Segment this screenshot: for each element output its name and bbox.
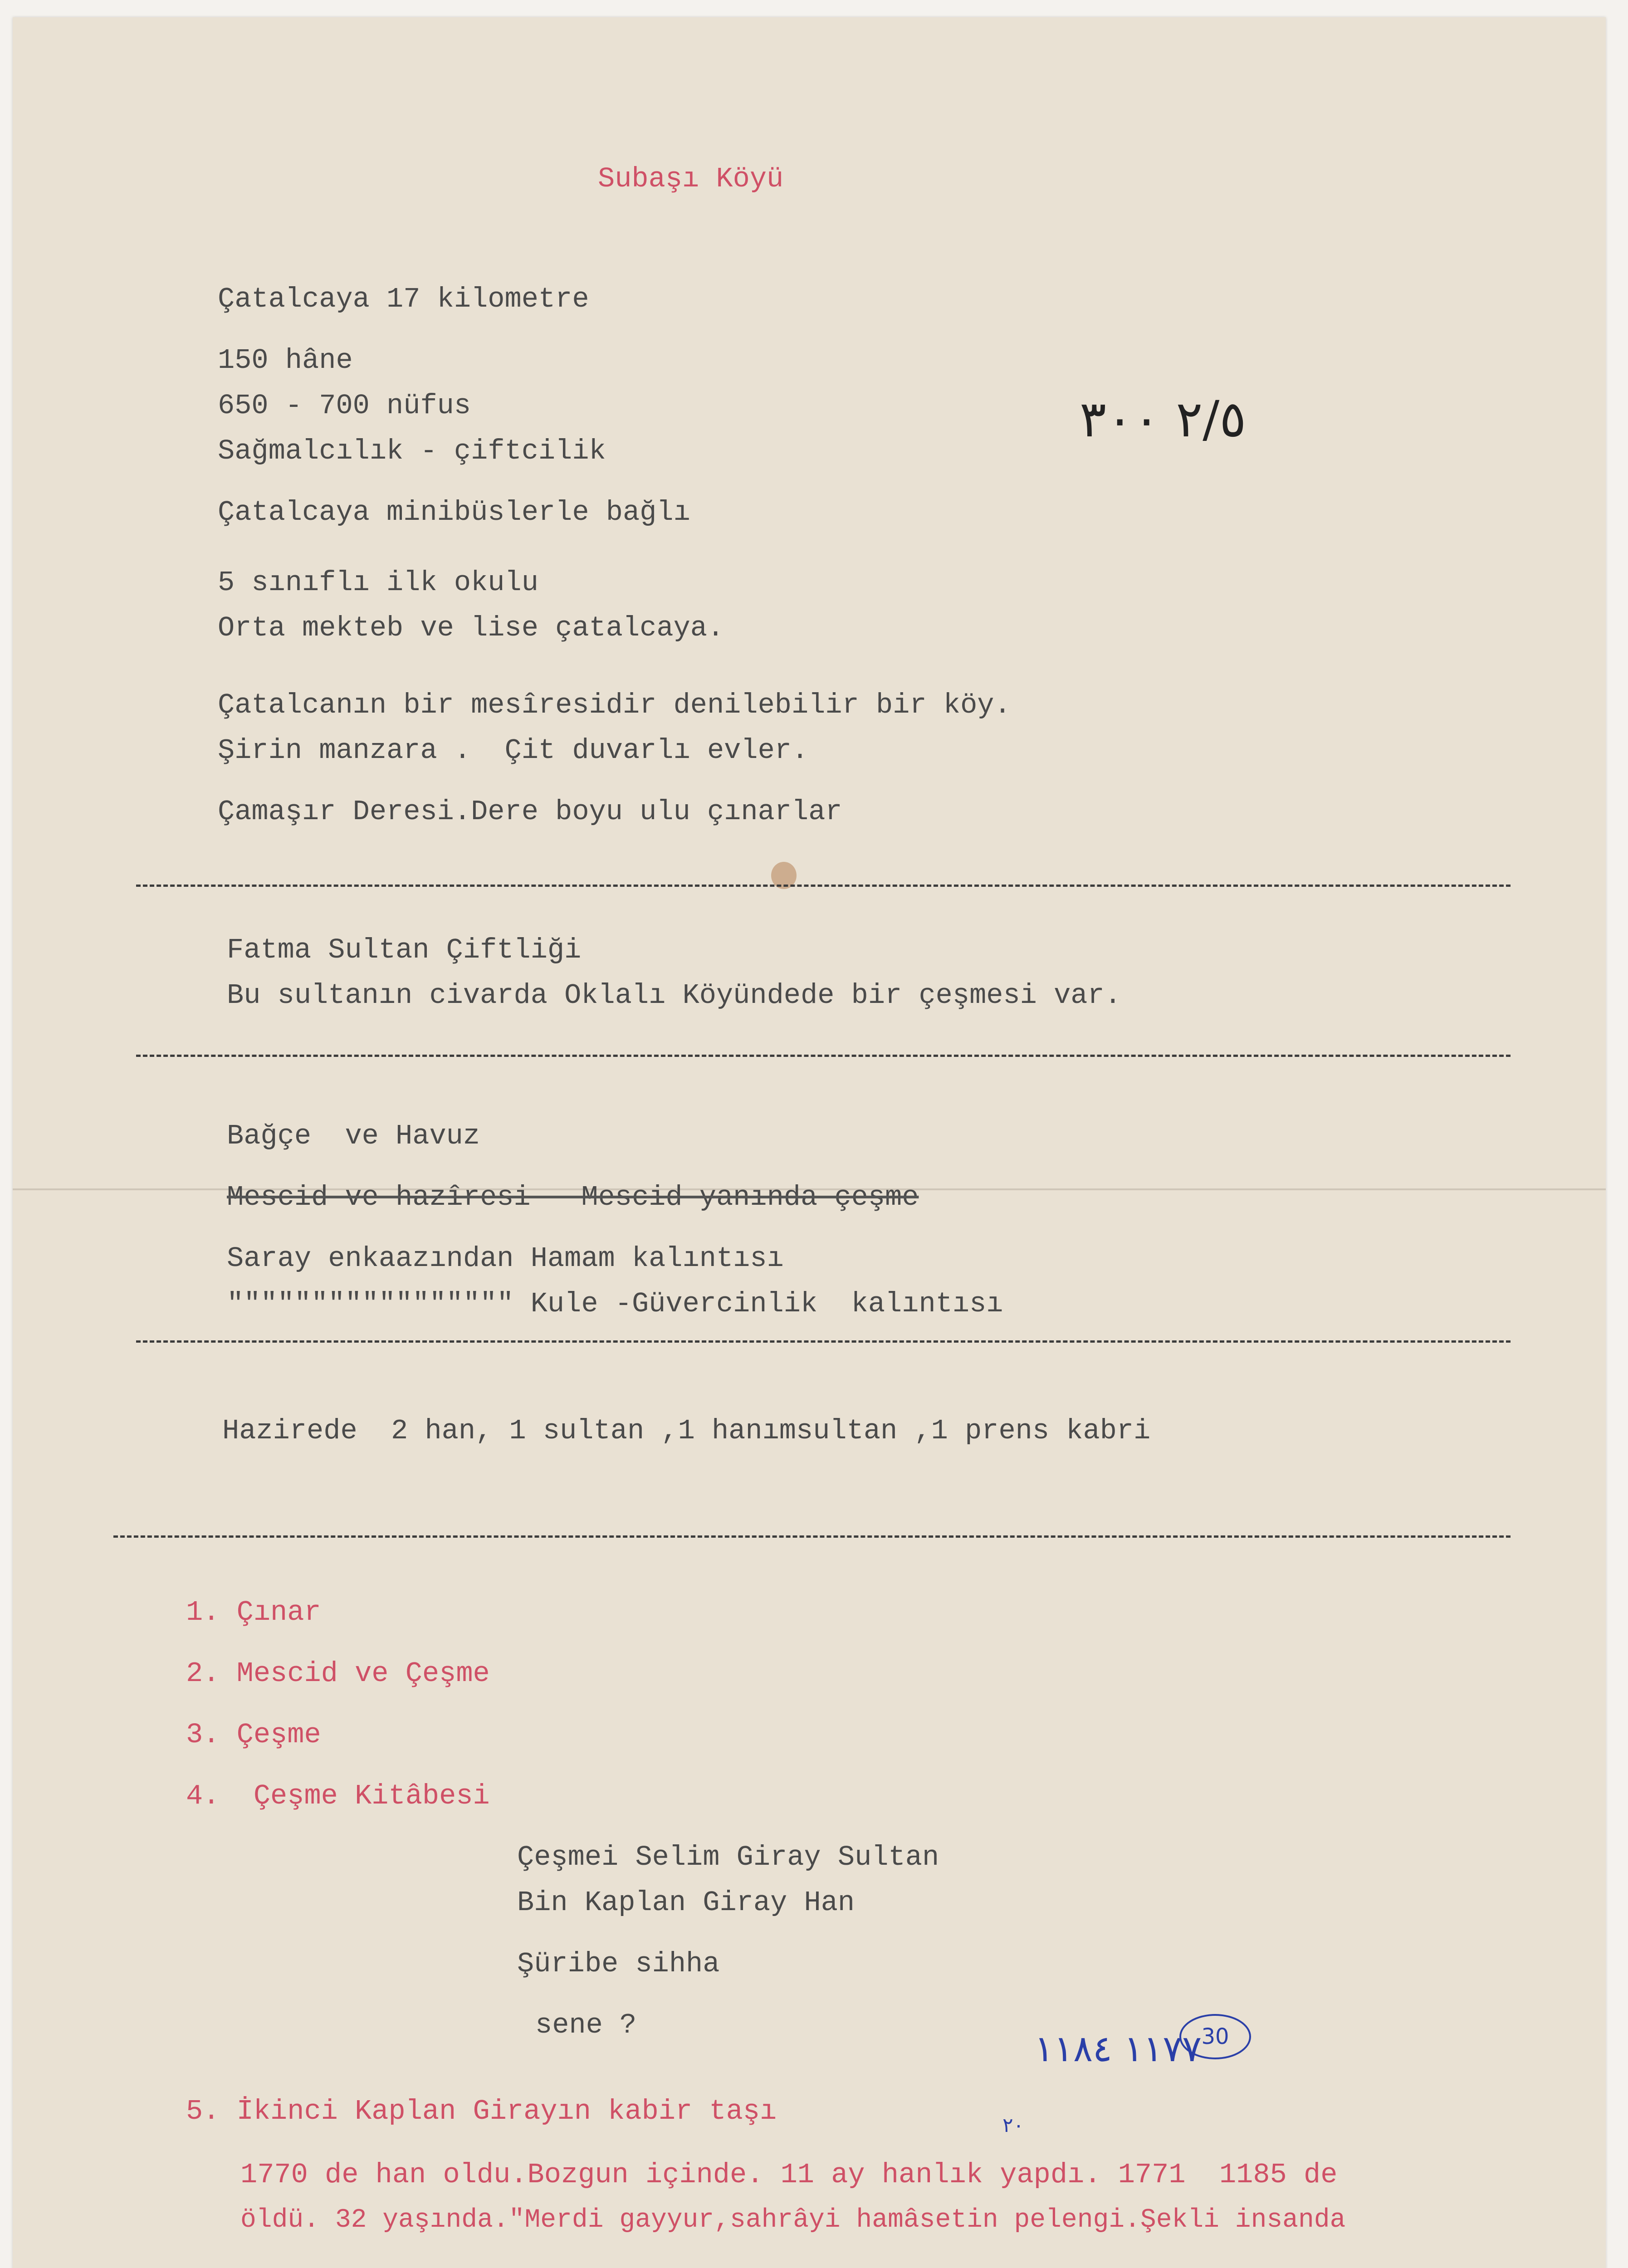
intro-school: 5 sınıflı ilk okulu <box>218 567 538 599</box>
list-item-1: 1. Çınar <box>186 1596 321 1628</box>
page-title: Subaşı Köyü <box>598 163 784 195</box>
garden-line1: Bağçe ve Havuz <box>227 1120 480 1152</box>
garden-line2-struck: Mescid ve hazîresi - Mescid yanında çeşme <box>227 1181 919 1213</box>
inscription-line4: sene ? <box>535 2009 637 2041</box>
blue-small-note: ٢٠ <box>1002 2114 1024 2137</box>
intro-desc3: Çamaşır Deresi.Dere boyu ulu çınarlar <box>218 796 842 828</box>
graves-line: Hazirede 2 han, 1 sultan ,1 hanımsultan ,1 prens kabri <box>222 1415 1151 1447</box>
garden-line4: """"""""""""""""" Kule -Güvercinlik kalıntısı <box>227 1288 1003 1320</box>
divider-1 <box>136 885 1511 887</box>
list-item-3: 3. Çeşme <box>186 1719 321 1751</box>
divider-3 <box>136 1340 1511 1343</box>
list-item-5: 5. İkinci Kaplan Girayın kabir taşı <box>186 2095 777 2127</box>
intro-transport: Çatalcaya minibüslerle bağlı <box>218 496 690 528</box>
list-item-2: 2. Mescid ve Çeşme <box>186 1657 490 1690</box>
intro-desc1: Çatalcanın bir mesîresidir denilebilir bir köy. <box>218 689 1011 721</box>
inscription-line1: Çeşmei Selim Giray Sultan <box>517 1841 939 1873</box>
intro-distance: Çatalcaya 17 kilometre <box>218 283 589 315</box>
blue-handwritten-note: ١١٧٧ ١١٨٤ <box>1034 2028 1202 2070</box>
farm-name: Fatma Sultan Çiftliği <box>227 934 582 966</box>
garden-line3: Saray enkaazından Hamam kalıntısı <box>227 1242 784 1275</box>
margin-handwritten-note: ٢/٥ ٣٠٠ <box>1080 390 1247 448</box>
inscription-line3: Şüribe sihha <box>517 1948 720 1980</box>
divider-2 <box>136 1055 1511 1057</box>
item5-text-line2: öldü. 32 yaşında."Merdi gayyur,sahrâyi hamâsetin pelengi.Şekli insanda <box>240 2205 1346 2235</box>
item5-text-line1: 1770 de han oldu.Bozgun içinde. 11 ay hanlık yapdı. 1771 1185 de <box>240 2159 1338 2191</box>
intro-houses: 150 hâne <box>218 344 353 376</box>
inscription-line2: Bin Kaplan Giray Han <box>517 1887 855 1919</box>
intro-population: 650 - 700 nüfus <box>218 390 471 422</box>
intro-desc2: Şirin manzara . Çit duvarlı evler. <box>218 734 809 767</box>
intro-economy: Sağmalcılık - çiftcilik <box>218 435 606 467</box>
farm-note: Bu sultanın civarda Oklalı Köyündede bir çeşmesi var. <box>227 979 1121 1012</box>
circled-page-number: 30 <box>1179 2014 1251 2059</box>
intro-secondary: Orta mekteb ve lise çatalcaya. <box>218 612 724 644</box>
divider-4 <box>113 1535 1511 1538</box>
list-item-4: 4. Çeşme Kitâbesi <box>186 1780 490 1812</box>
